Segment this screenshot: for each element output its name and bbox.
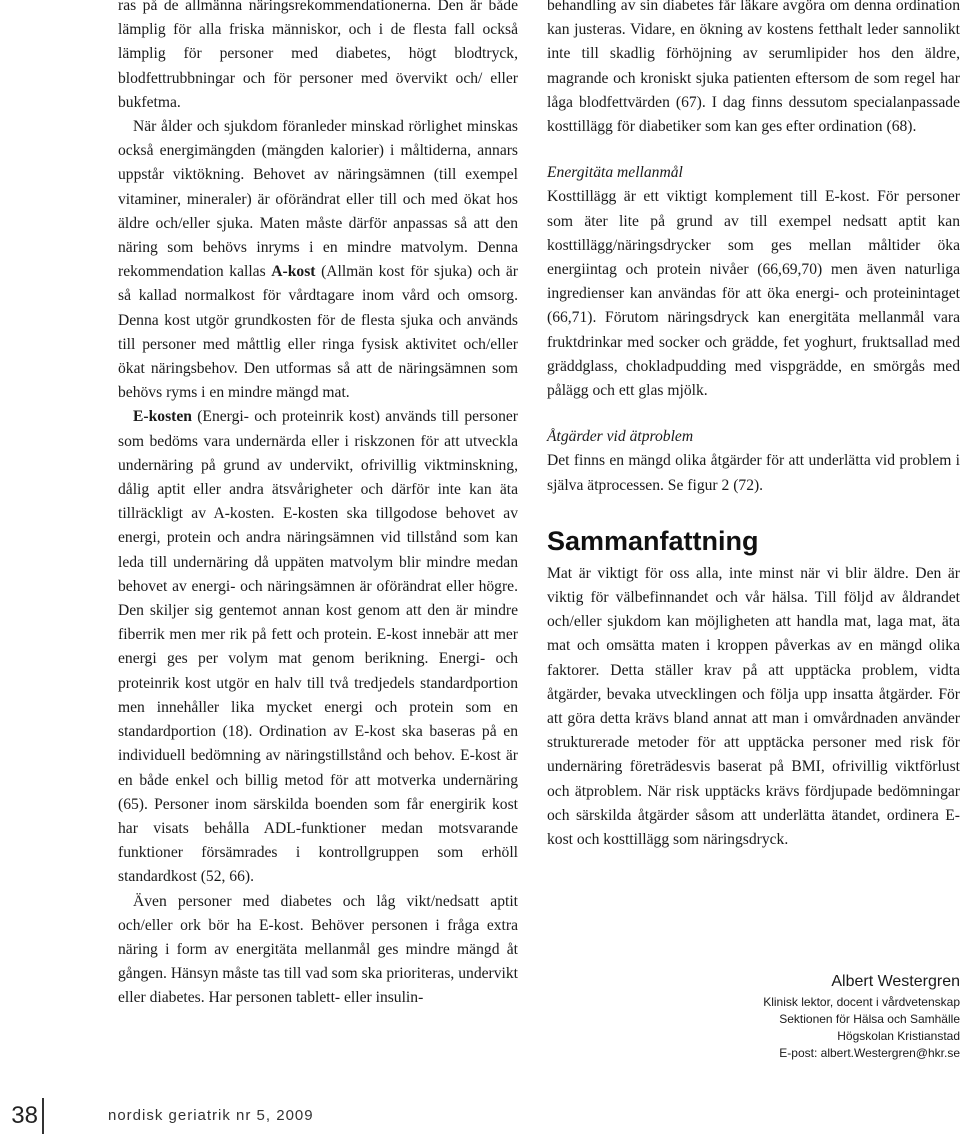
journal-name: nordisk geriatrik nr 5, 2009 — [108, 1107, 314, 1124]
author-department: Sektionen för Hälsa och Samhälle — [779, 1012, 960, 1026]
paragraph-text: När ålder och sjukdom föranleder minskad rörlighet minskas också energimängden (mängden kalorier) i måltiderna, annars uppstår viktökning. Behovet av näringsämnen (till exempel vitaminer, mineraler) är oförändrat eller till och med ökat hos äldre och/eller sjuka. Maten måste därför anpassas så att den näring som behövs inryms i en mindre matvolym. Denna rekommendation kallas — [118, 118, 518, 281]
body-paragraph: Det finns en mängd olika åtgärder för att underlätta vid problem i själva ätprocessen. Se figur 2 (72). — [547, 452, 960, 494]
author-institution: Högskolan Kristianstad — [837, 1029, 960, 1043]
bold-term-a-kost: A-kost — [271, 263, 316, 281]
body-paragraph: Kosttillägg är ett viktigt komplement till E-kost. För personer som äter lite på grund av till exempel nedsatt aptit kan kosttillägg/näringsdrycker som ges mellan måltider öka energiintag och protein nivåer (66,69,70) men även naturliga ingredienser kan användas för att öka energi- och proteinintaget (66,71). Förutom näringsdryck kan energitäta mellanmål vara fruktdrinkar med socker och grädde, fet yoghurt, fruktsallad med gräddglass, chokladpudding med vispgrädde, en smörgås med pålägg och ett glas mjölk. — [547, 188, 960, 400]
subheading: Åtgärder vid ätproblem — [547, 428, 694, 446]
author-title: Klinisk lektor, docent i vårdvetenskap — [763, 995, 960, 1009]
body-paragraph: behandling av sin diabetes får läkare avgöra om denna ordination kan justeras. Vidare, en ökning av kostens fetthalt leder sannolikt inte till skadlig förhöjning av serumlipider hos den äldre, magrande och kroniskt sjuka patienten eftersom de som regel har låga blodfettvärden (67). I dag finns dessutom specialanpassade kosttillägg för diabetiker som kan ges efter ordination (68). — [547, 0, 960, 136]
body-paragraph: Även personer med diabetes och låg vikt/nedsatt aptit och/eller ork bör ha E-kost. Behöver personen i fråga extra näring i form av energitäta mellanmål ges mindre mängd åt gången. Hänsyn måste tas till vad som ska prioriteras, undervikt eller diabetes. Har personen tablett- eller insulin- — [118, 892, 518, 1007]
section-heading: Sammanfattning — [547, 525, 759, 556]
left-column — [118, 0, 518, 1011]
right-column — [547, 0, 960, 852]
body-paragraph: ras på de allmänna näringsrekommendationerna. Den är både lämplig för alla friska människor, och i de flesta fall också lämplig för personer med diabetes, högt blodtryck, blodfettrubbningar och för personer med övervikt och/ eller bukfetma. — [118, 0, 518, 111]
author-email: E-post: albert.Westergren@hkr.se — [779, 1046, 960, 1060]
subheading: Energitäta mellanmål — [547, 164, 683, 182]
page-footer — [0, 1098, 960, 1134]
body-paragraph — [118, 405, 518, 889]
body-paragraph — [118, 115, 518, 405]
bold-term-e-kosten: E-kosten — [133, 408, 192, 426]
paragraph-text: (Energi- och proteinrik kost) används till personer som bedöms vara undernärda eller i riskzonen för att utveckla undernäring på grund av undervikt, ofrivillig viktminskning, dålig aptit eller andra ätsvårigheter och därför inte kan äta tillräckligt av A-kosten. E-kosten ska tillgodose behovet av energi, protein och andra näringsämnen vid tillstånd som kan leda till undernäring då uppäten matvolym blir mindre medan behovet av energi- och näringsämnen är oförändrat eller högre. Den skiljer sig gentemot annan kost genom att den är mindre fiberrik men mer rik på fett och protein. E-kost innebär att mer energi ges per volym mat genom berikning. Energi- och proteinrik kost utgör en halv till två tredjedels standardportion men innehåller lika mycket energi och protein som en standardportion (18). Ordination av E-kost ska baseras på en individuell bedömning av näringstillstånd och behov. E-kost är en både enkel och billig metod för att motverka undernäring (65). Personer inom särskilda boenden som får energirik kost har visats behålla ADL-funktioner medan motsvarande funktioner försämrades i kontrollgruppen som erhöll standardkost (52, 66). — [118, 408, 519, 886]
author-signature — [700, 972, 960, 1062]
body-paragraph: Mat är viktigt för oss alla, inte minst när vi blir äldre. Den är viktig för välbefinnandet och vår hälsa. Till följd av åldrandet och/eller sjukdom kan möjligheten att handla mat, laga mat, äta mat och omsätta maten i kroppen påverkas av en mängd olika faktorer. Detta ställer krav på att upptäcka problem, vidta åtgärder, bevaka utvecklingen och följa upp insatta åtgärder. För att göra detta krävs bland annat att man i omvårdnaden använder strukturerade metoder för att upptäcka personer med risk för undernäring företrädesvis baserat på BMI, ofrivillig viktförlust och ätproblem. När risk upptäcks krävs fördjupade bedömningar och särskilda åtgärder såsom att underlätta ätandet, ordinera E-kost och kosttillägg som näringsdryck. — [547, 564, 960, 849]
page-number: 38 — [0, 1098, 44, 1134]
author-name: Albert Westergren — [831, 973, 960, 990]
paragraph-text: (Allmän kost för sjuka) och är så kallad normalkost för vårdtagare inom vård och omsorg. Denna kost utgör grundkosten för de flesta sjuka och används till personer med måttlig eller ringa fysisk aktivitet och/eller ökat näringsbehov. Den utformas så att de näringsämnen som behövs ryms i en mindre mängd mat. — [118, 263, 518, 402]
